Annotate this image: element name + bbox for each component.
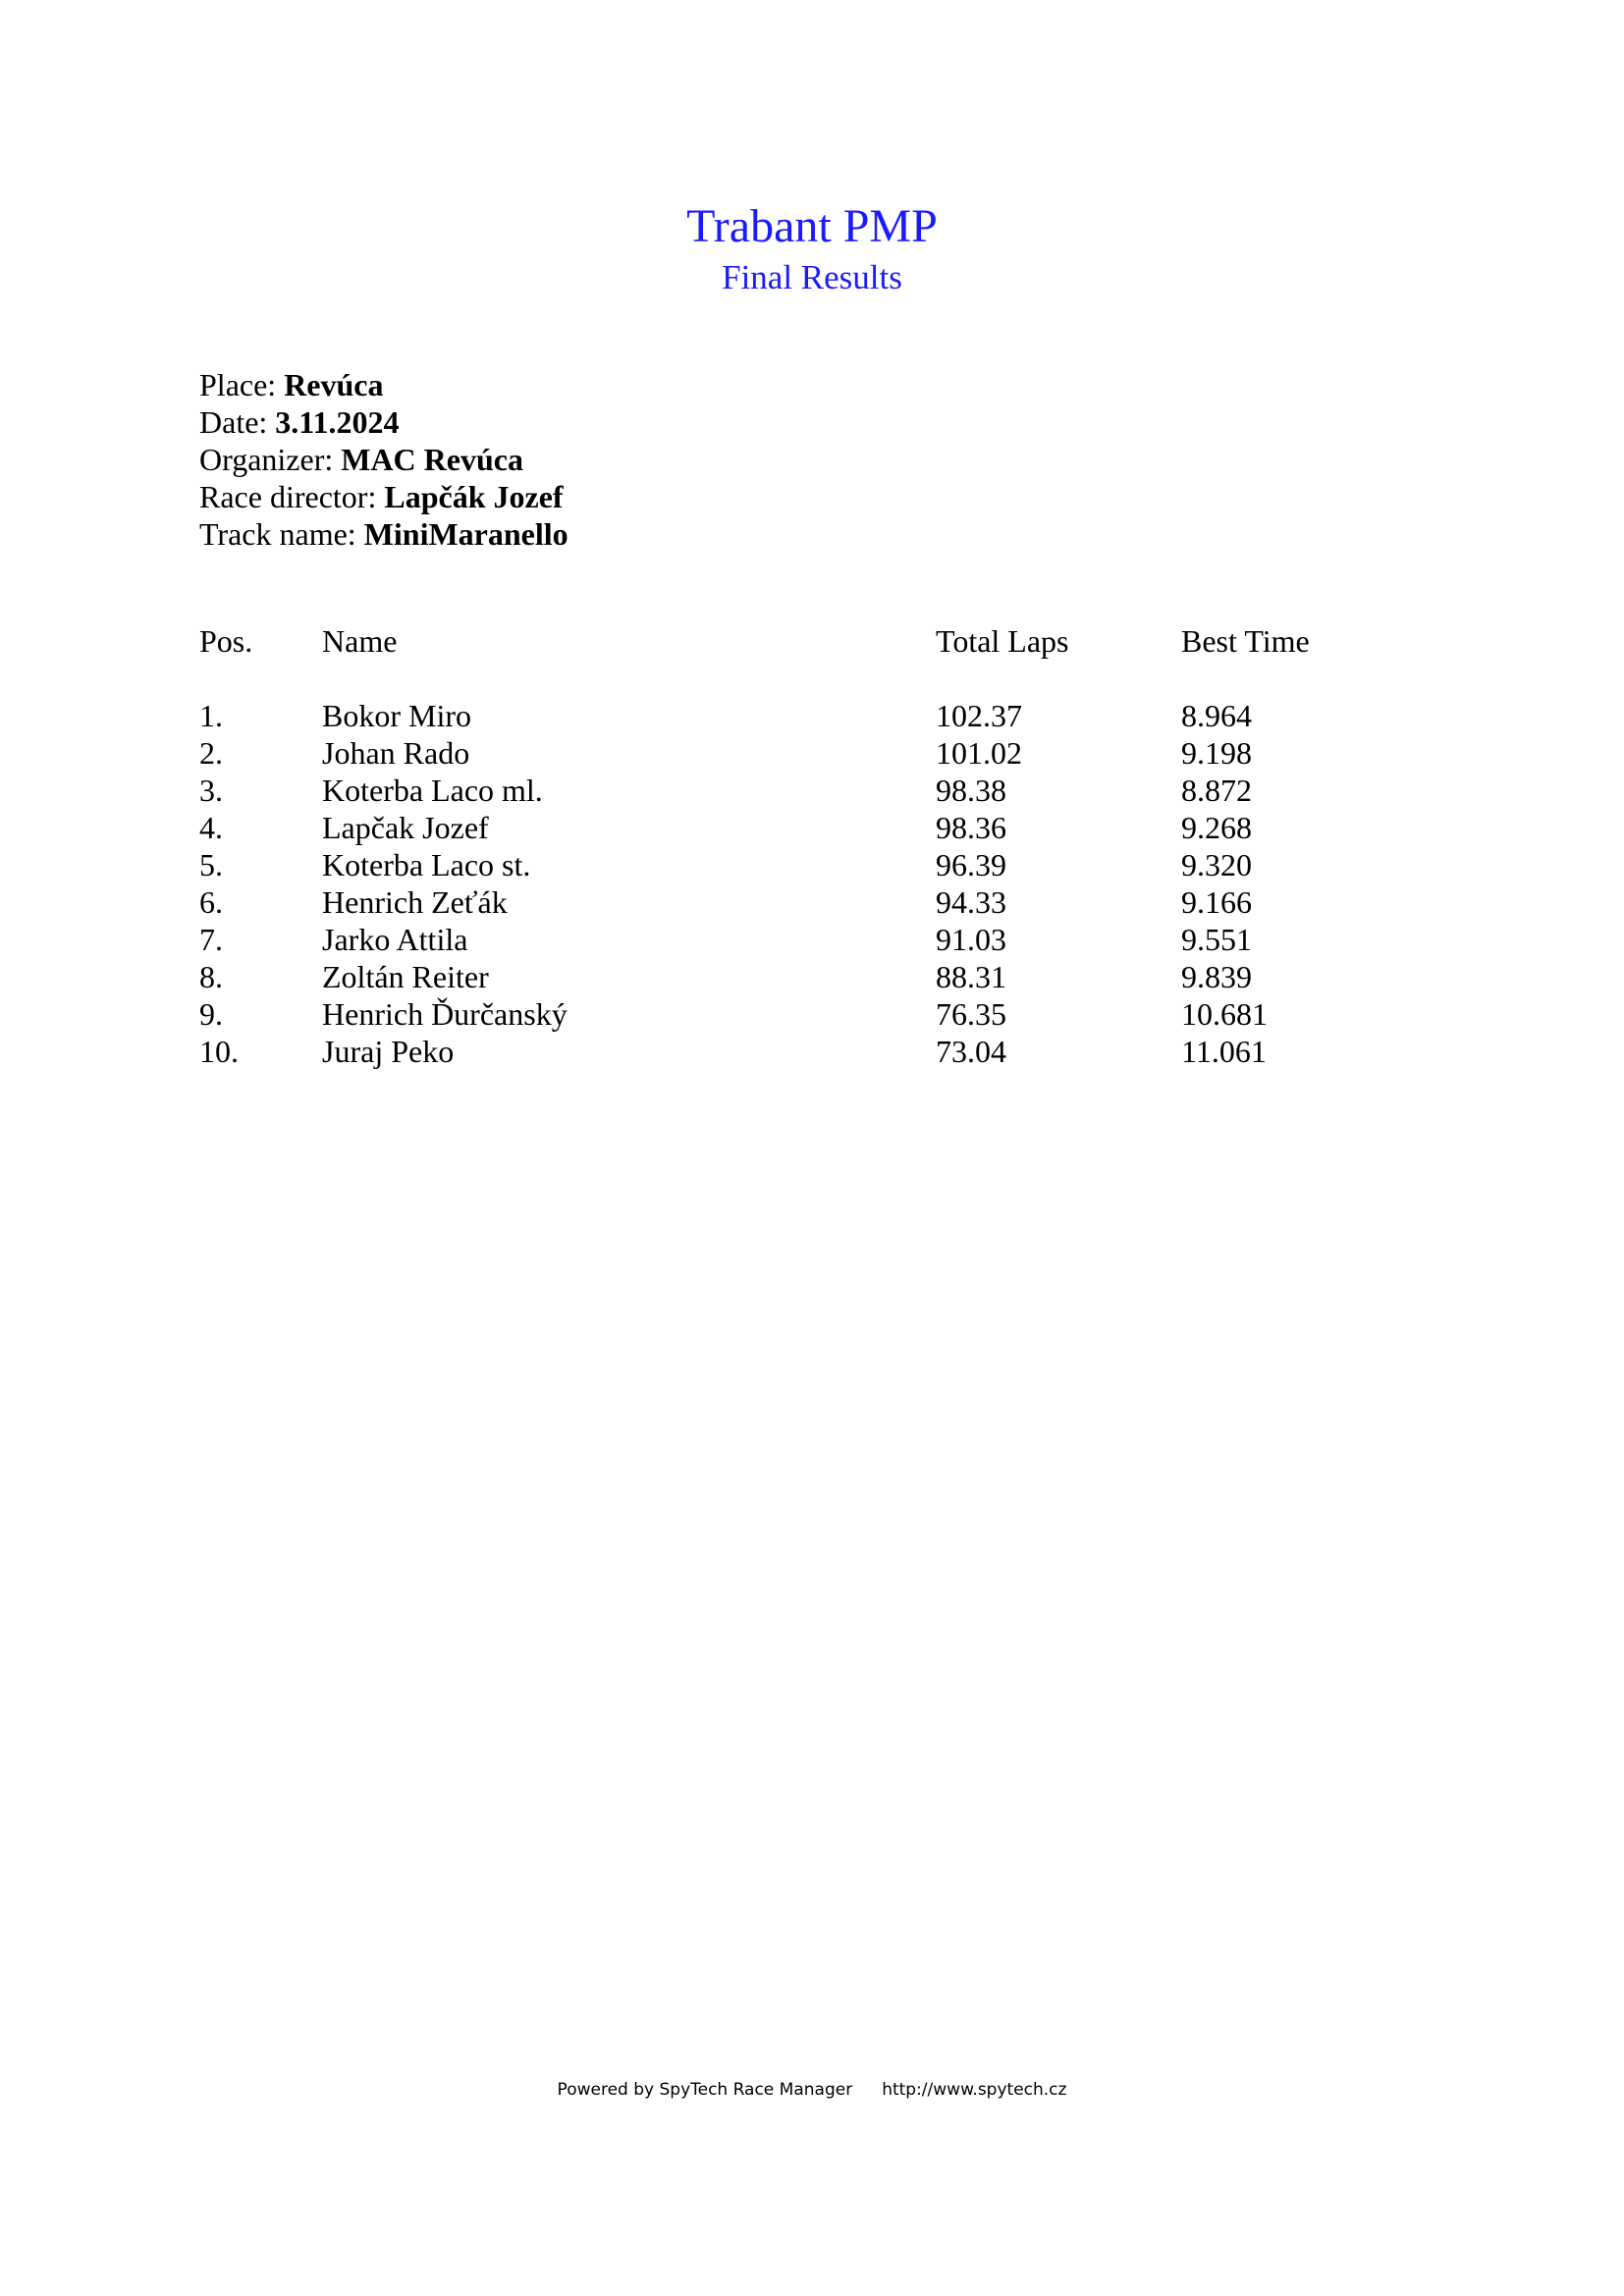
race-director-row xyxy=(199,478,568,515)
organizer-label: Organizer: xyxy=(199,442,334,477)
row-best-time: 11.061 xyxy=(1181,1034,1267,1069)
race-director-label: Race director: xyxy=(199,479,377,514)
place-value: Revúca xyxy=(284,367,384,402)
row-name: Juraj Peko xyxy=(322,1034,455,1069)
row-pos: 10. xyxy=(199,1034,239,1069)
row-pos: 7. xyxy=(199,922,223,957)
table-row xyxy=(199,921,1378,958)
row-best-time: 10.681 xyxy=(1181,996,1268,1032)
row-pos: 2. xyxy=(199,735,223,771)
table-row xyxy=(199,734,1378,772)
row-pos: 1. xyxy=(199,698,223,733)
row-total-laps: 101.02 xyxy=(936,735,1022,771)
row-total-laps: 98.36 xyxy=(936,810,1006,845)
place-row xyxy=(199,366,568,403)
row-pos: 6. xyxy=(199,884,223,920)
row-pos: 4. xyxy=(199,810,223,845)
row-best-time: 9.268 xyxy=(1181,810,1252,845)
table-row xyxy=(199,958,1378,995)
race-director-value: Lapčák Jozef xyxy=(384,479,564,514)
row-name: Jarko Attila xyxy=(322,922,468,957)
table-header xyxy=(199,622,1378,660)
row-name: Bokor Miro xyxy=(322,698,471,733)
row-total-laps: 73.04 xyxy=(936,1034,1006,1069)
header-best-time: Best Time xyxy=(1181,623,1310,659)
date-value: 3.11.2024 xyxy=(275,404,400,440)
organizer-value: MAC Revúca xyxy=(341,442,523,477)
page-subtitle: Final Results xyxy=(722,258,902,296)
footer-url: http://www.spytech.cz xyxy=(882,2080,1067,2100)
row-best-time: 9.839 xyxy=(1181,959,1252,994)
track-name-label: Track name: xyxy=(199,516,356,552)
table-row xyxy=(199,697,1378,734)
table-row xyxy=(199,809,1378,846)
race-info xyxy=(199,366,568,553)
row-total-laps: 94.33 xyxy=(936,884,1006,920)
organizer-row xyxy=(199,441,568,478)
row-total-laps: 96.39 xyxy=(936,847,1006,882)
row-best-time: 8.872 xyxy=(1181,773,1252,808)
place-label: Place: xyxy=(199,367,277,402)
row-best-time: 9.166 xyxy=(1181,884,1252,920)
table-row xyxy=(199,772,1378,809)
table-row xyxy=(199,1033,1378,1070)
page-title: Trabant PMP xyxy=(686,200,938,252)
row-best-time: 9.320 xyxy=(1181,847,1252,882)
row-pos: 8. xyxy=(199,959,223,994)
row-total-laps: 91.03 xyxy=(936,922,1006,957)
row-name: Henrich Ďurčanský xyxy=(322,996,568,1032)
header-name: Name xyxy=(322,623,398,659)
powered-by-text: Powered by SpyTech Race Manager xyxy=(557,2080,853,2100)
row-name: Koterba Laco ml. xyxy=(322,773,543,808)
row-total-laps: 76.35 xyxy=(936,996,1006,1032)
row-pos: 3. xyxy=(199,773,223,808)
date-label: Date: xyxy=(199,404,268,440)
row-best-time: 9.198 xyxy=(1181,735,1252,771)
row-pos: 9. xyxy=(199,996,223,1032)
results-table xyxy=(199,622,1378,1070)
row-name: Zoltán Reiter xyxy=(322,959,489,994)
row-total-laps: 102.37 xyxy=(936,698,1022,733)
row-best-time: 8.964 xyxy=(1181,698,1252,733)
header-total-laps: Total Laps xyxy=(936,623,1069,659)
row-pos: 5. xyxy=(199,847,223,882)
row-best-time: 9.551 xyxy=(1181,922,1252,957)
header-pos: Pos. xyxy=(199,623,253,659)
page-footer xyxy=(0,2079,1624,2101)
track-name-value: MiniMaranello xyxy=(363,516,568,552)
row-name: Koterba Laco st. xyxy=(322,847,531,882)
table-row xyxy=(199,846,1378,883)
date-row xyxy=(199,403,568,441)
row-total-laps: 98.38 xyxy=(936,773,1006,808)
row-name: Johan Rado xyxy=(322,735,470,771)
table-row xyxy=(199,995,1378,1033)
row-name: Henrich Zeťák xyxy=(322,884,508,920)
track-name-row xyxy=(199,515,568,553)
row-total-laps: 88.31 xyxy=(936,959,1006,994)
row-name: Lapčak Jozef xyxy=(322,810,489,845)
table-row xyxy=(199,883,1378,921)
